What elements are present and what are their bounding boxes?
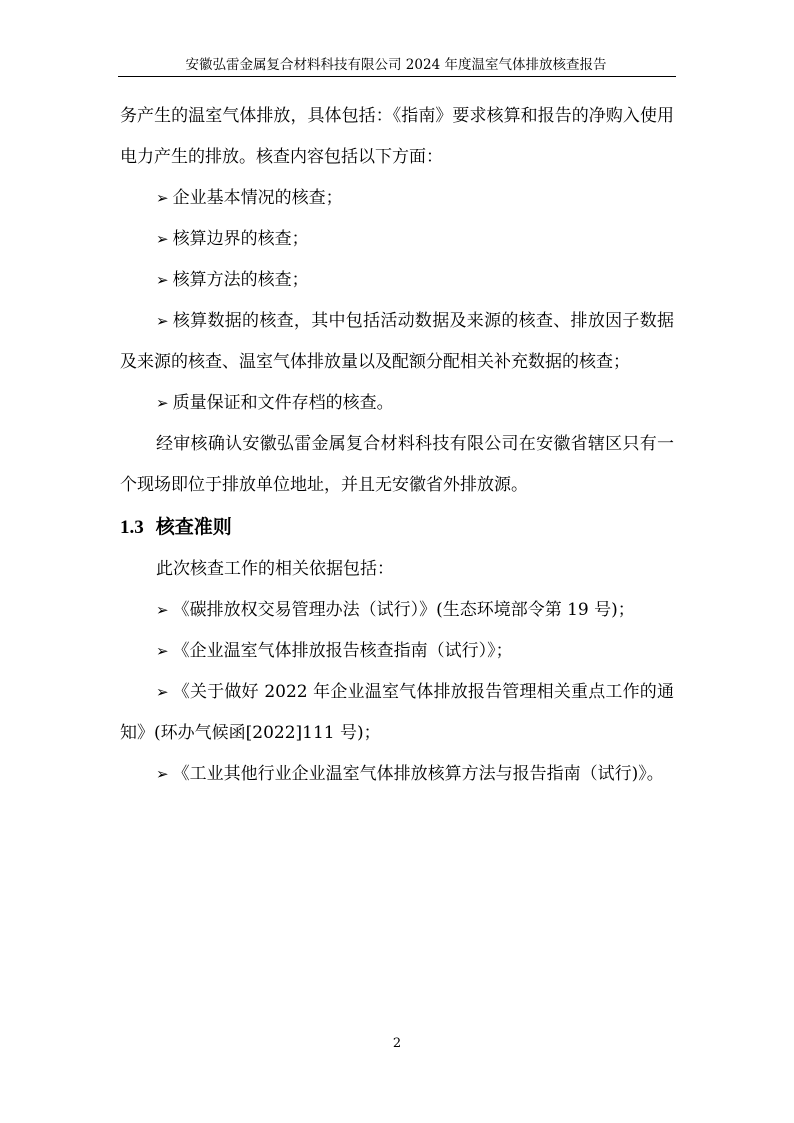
intro-paragraph: 务产生的温室气体排放，具体包括：《指南》要求核算和报告的净购入使用电力产生的排放。核查内容包括以下方面：	[120, 106, 674, 167]
arrow-bullet-icon: ➢	[156, 601, 169, 619]
scope-item	[120, 301, 674, 383]
scope-item	[120, 260, 674, 301]
scope-item-text: 核算边界的核查；	[172, 229, 309, 249]
scope-item-text: 核算方法的核查；	[172, 270, 309, 290]
scope-item	[120, 219, 674, 260]
scope-item-text: 企业基本情况的核查；	[172, 188, 343, 208]
arrow-bullet-icon: ➢	[156, 683, 169, 701]
scope-item-text: 核算数据的核查，其中包括活动数据及来源的核查、排放因子数据及来源的核查、温室气体排放量以及配额分配相关补充数据的核查；	[120, 311, 674, 372]
criteria-item-text: 《企业温室气体排放报告核查指南（试行）》；	[172, 641, 513, 661]
section-number: 1.3	[120, 517, 144, 538]
confirmation-paragraph: 经审核确认安徽弘雷金属复合材料科技有限公司在安徽省辖区只有一个现场即位于排放单位地址，并且无安徽省外排放源。	[120, 434, 674, 495]
criteria-item	[120, 754, 674, 795]
criteria-item	[120, 631, 674, 672]
arrow-bullet-icon: ➢	[156, 230, 169, 248]
criteria-intro: 此次核查工作的相关依据包括：	[156, 559, 394, 579]
section-title: 核查准则	[155, 516, 232, 538]
criteria-item-text: 《关于做好 2022 年企业温室气体排放报告管理相关重点工作的通知》(环办气候函[2022]111 号)；	[120, 682, 674, 743]
arrow-bullet-icon: ➢	[156, 312, 169, 330]
arrow-bullet-icon: ➢	[156, 271, 169, 289]
header-divider	[118, 76, 676, 77]
criteria-item	[120, 590, 674, 631]
scope-item-text: 质量保证和文件存档的核查。	[172, 393, 394, 413]
page-content	[120, 96, 674, 795]
criteria-item	[120, 672, 674, 754]
section-heading	[120, 506, 674, 549]
arrow-bullet-icon: ➢	[156, 394, 169, 412]
arrow-bullet-icon: ➢	[156, 642, 169, 660]
scope-item	[120, 178, 674, 219]
arrow-bullet-icon: ➢	[156, 189, 169, 207]
page-header: 安徽弘雷金属复合材料科技有限公司 2024 年度温室气体排放核查报告	[185, 57, 607, 73]
scope-item	[120, 383, 674, 424]
criteria-item-text: 《工业其他行业企业温室气体排放核算方法与报告指南（试行)》。	[172, 764, 664, 784]
page-number: 2	[392, 1036, 402, 1051]
criteria-item-text: 《碳排放权交易管理办法（试行）》(生态环境部令第 19 号)；	[172, 600, 635, 620]
arrow-bullet-icon: ➢	[156, 765, 169, 783]
